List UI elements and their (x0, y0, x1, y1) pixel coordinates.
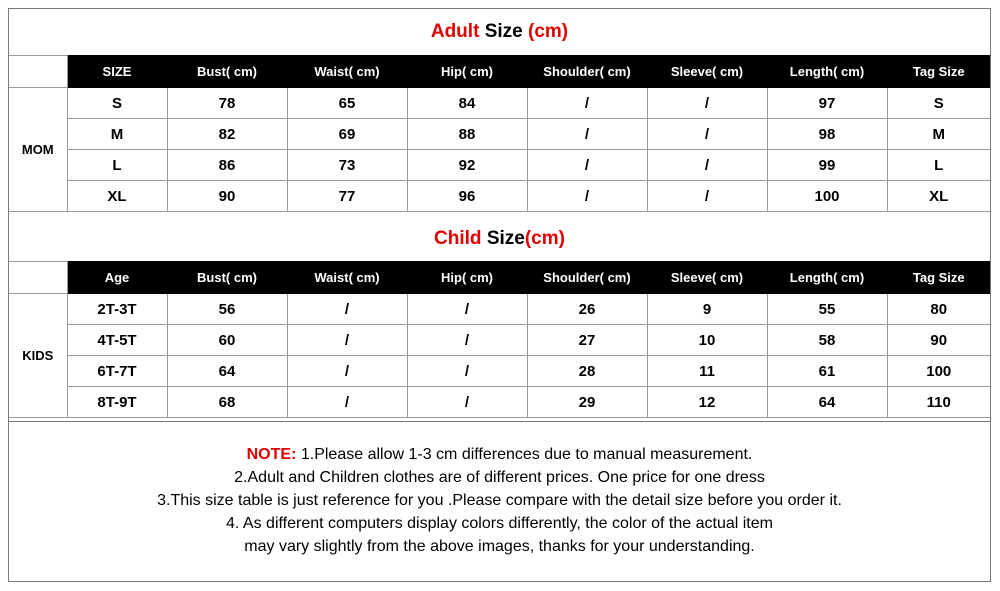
table-cell: 28 (527, 356, 647, 387)
child-title-label: Child (434, 228, 482, 249)
table-cell: L (67, 150, 167, 181)
column-header: Tag Size (887, 262, 990, 294)
table-row (9, 294, 990, 325)
table-cell: 26 (527, 294, 647, 325)
table-cell: / (647, 181, 767, 212)
table-cell: / (647, 88, 767, 119)
table-row (9, 356, 990, 387)
column-header: SIZE (67, 56, 167, 88)
table-cell: 68 (167, 387, 287, 418)
table-cell: L (887, 150, 990, 181)
table-cell: 55 (767, 294, 887, 325)
child-size-table (9, 261, 990, 418)
table-cell: 56 (167, 294, 287, 325)
table-row (9, 387, 990, 418)
table-cell: 11 (647, 356, 767, 387)
table-cell: 61 (767, 356, 887, 387)
group-label: KIDS (9, 294, 67, 418)
column-header: Length( cm) (767, 262, 887, 294)
note-line-5: may vary slightly from the above images, thanks for your understanding. (244, 538, 755, 555)
table-cell: 69 (287, 119, 407, 150)
adult-size-table (9, 55, 990, 212)
table-cell: 90 (887, 325, 990, 356)
table-cell: 86 (167, 150, 287, 181)
table-cell: 27 (527, 325, 647, 356)
table-cell: XL (887, 181, 990, 212)
column-header: Waist( cm) (287, 262, 407, 294)
table-cell: 8T-9T (67, 387, 167, 418)
header-blank-cell (9, 262, 67, 294)
table-cell: 77 (287, 181, 407, 212)
column-header: Sleeve( cm) (647, 56, 767, 88)
note-label: NOTE: (246, 446, 297, 463)
table-cell: 29 (527, 387, 647, 418)
column-header: Age (67, 262, 167, 294)
table-cell: 10 (647, 325, 767, 356)
table-cell: 6T-7T (67, 356, 167, 387)
table-cell: 64 (167, 356, 287, 387)
table-cell: 78 (167, 88, 287, 119)
table-row (9, 325, 990, 356)
table-cell: 99 (767, 150, 887, 181)
table-cell: 80 (887, 294, 990, 325)
column-header: Shoulder( cm) (527, 262, 647, 294)
header-blank-cell (9, 56, 67, 88)
table-row (9, 181, 990, 212)
column-header: Tag Size (887, 56, 990, 88)
table-cell: / (287, 325, 407, 356)
table-cell: 110 (887, 387, 990, 418)
adult-size-title (9, 21, 990, 43)
column-header: Length( cm) (767, 56, 887, 88)
table-cell: / (287, 356, 407, 387)
note-line-1 (9, 443, 990, 466)
table-cell: 64 (767, 387, 887, 418)
table-cell: 2T-3T (67, 294, 167, 325)
table-row (9, 119, 990, 150)
note-line-3: 3.This size table is just reference for you .Please compare with the detail size before you order it. (157, 492, 842, 509)
child-title-unit: (cm) (524, 228, 565, 249)
table-cell: 98 (767, 119, 887, 150)
adult-title-size: Size (484, 21, 523, 42)
child-title-size: Size (486, 228, 525, 249)
table-cell: 84 (407, 88, 527, 119)
table-cell: S (887, 88, 990, 119)
adult-title-unit: (cm) (528, 21, 569, 42)
table-cell: / (647, 150, 767, 181)
table-cell: 9 (647, 294, 767, 325)
note-text-1: 1.Please allow 1-3 cm differences due to manual measurement. (296, 446, 753, 463)
table-cell: / (527, 119, 647, 150)
table-cell: XL (67, 181, 167, 212)
note-block (9, 443, 990, 558)
column-header: Waist( cm) (287, 56, 407, 88)
table-cell: 100 (887, 356, 990, 387)
table-cell: 82 (167, 119, 287, 150)
column-header: Bust( cm) (167, 262, 287, 294)
table-cell: 96 (407, 181, 527, 212)
divider (9, 421, 990, 422)
table-cell: S (67, 88, 167, 119)
table-cell: / (287, 294, 407, 325)
table-cell: / (647, 119, 767, 150)
table-cell: 73 (287, 150, 407, 181)
table-cell: / (407, 387, 527, 418)
table-cell: 4T-5T (67, 325, 167, 356)
column-header: Bust( cm) (167, 56, 287, 88)
table-cell: 90 (167, 181, 287, 212)
table-cell: / (287, 387, 407, 418)
table-cell: 92 (407, 150, 527, 181)
adult-title-label: Adult (430, 21, 480, 42)
table-cell: / (407, 356, 527, 387)
table-cell: 97 (767, 88, 887, 119)
child-size-title (9, 228, 990, 250)
column-header: Sleeve( cm) (647, 262, 767, 294)
column-header: Hip( cm) (407, 56, 527, 88)
table-cell: 12 (647, 387, 767, 418)
table-cell: 88 (407, 119, 527, 150)
table-cell: / (527, 150, 647, 181)
table-row (9, 150, 990, 181)
size-chart (8, 8, 991, 582)
table-cell: / (527, 181, 647, 212)
table-cell: M (67, 119, 167, 150)
column-header: Shoulder( cm) (527, 56, 647, 88)
table-cell: / (407, 325, 527, 356)
table-cell: / (527, 88, 647, 119)
table-row (9, 88, 990, 119)
table-cell: 65 (287, 88, 407, 119)
column-header: Hip( cm) (407, 262, 527, 294)
table-cell: M (887, 119, 990, 150)
table-cell: 58 (767, 325, 887, 356)
table-cell: 100 (767, 181, 887, 212)
group-label: MOM (9, 88, 67, 212)
table-cell: 60 (167, 325, 287, 356)
note-line-2: 2.Adult and Children clothes are of different prices. One price for one dress (234, 469, 765, 486)
note-line-4: 4. As different computers display colors differently, the color of the actual item (226, 515, 773, 532)
table-cell: / (407, 294, 527, 325)
